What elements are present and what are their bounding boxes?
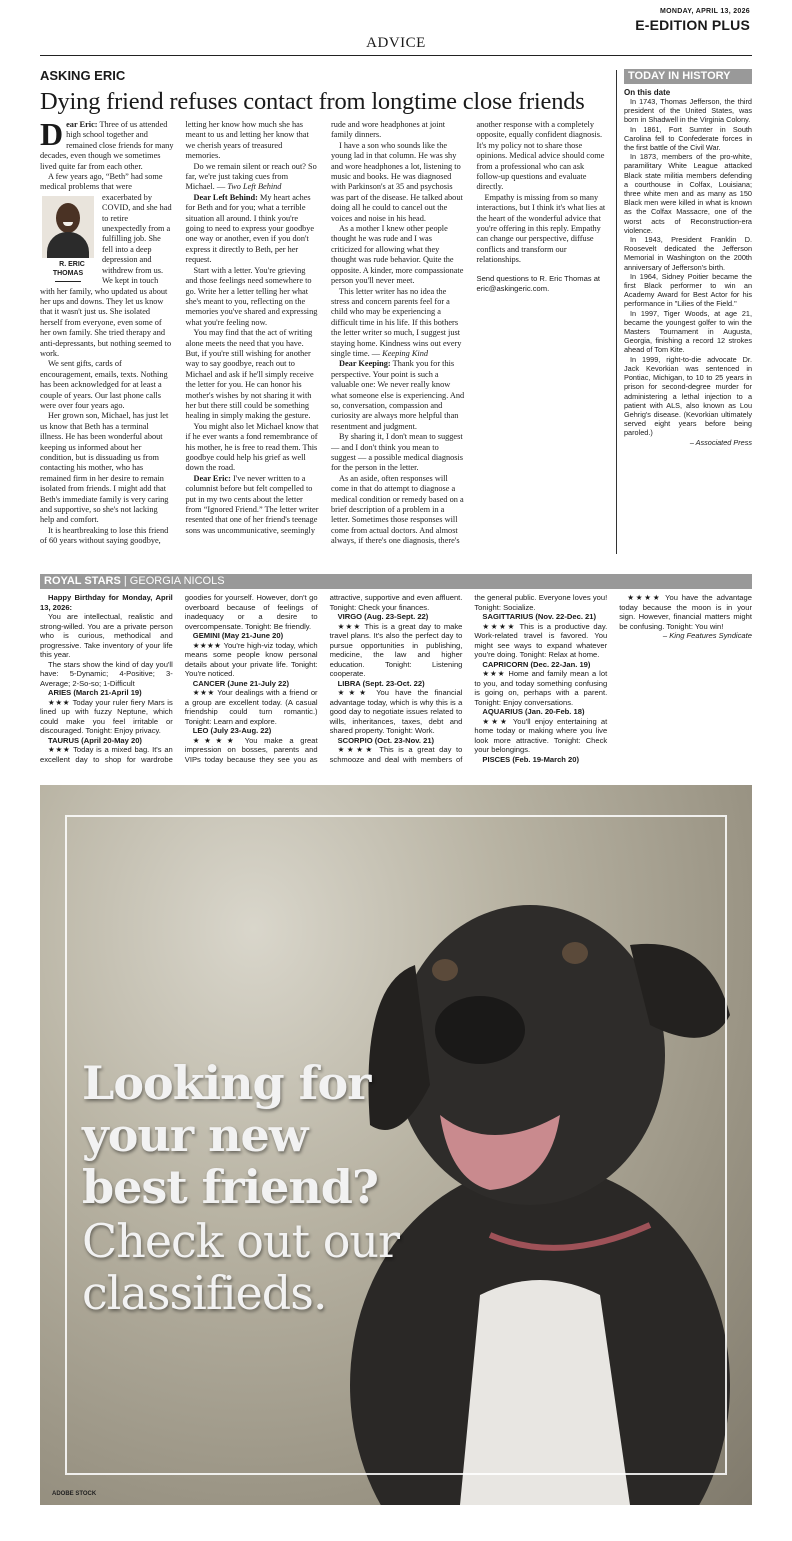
royal-stars-title: ROYAL STARS <box>44 575 121 587</box>
author-box <box>40 196 96 282</box>
sign-text: ★★★ You have the financial advantage today, which is why this is a good day to negotiate issues related to wills, inheritances, taxes, debt and shared property. Tonight: Work. <box>329 688 463 735</box>
sign-text: ★★★ Your dealings with a friend or a group are excellent today. (A casual friendship could turn romantic.) Tonight: Learn and explore. <box>184 688 318 726</box>
author-photo <box>42 196 94 258</box>
sign-text: ★★★ Today is a mixed bag. It's an excellent day to shop for wardrobe goodies for yourself. However, don't go overboard because of feelings of inadequacy or a desire to overcompensate. Tonight: Be friendly. <box>40 593 318 764</box>
ad-photo-credit: ADOBE STOCK <box>52 1491 97 1497</box>
column-divider <box>616 70 617 554</box>
birthday-heading: Happy Birthday for Monday, April 13, 2026: <box>40 593 173 612</box>
history-item: In 1999, right-to-die advocate Dr. Jack Kevorkian was sentenced in Pontiac, Michigan, to 10 to 25 years in prison for second-degree murder for administering a lethal injection to a patient with ALS, also known as Lou Gehrig's disease. (Kevorkian ultimately served eight years before being paroled.) <box>624 354 752 438</box>
sign-name: LIBRA (Sept. 23-Oct. 22) <box>337 678 425 688</box>
star-legend: The stars show the kind of day you'll have: 5-Dynamic; 4-Positive; 3-Average; 2-So-so; 1-Difficult <box>40 659 173 688</box>
birthday-text: You are intellectual, realistic and strong-willed. You are a private person who is curious, methodical and progressive. Take inventory of your life this year. <box>40 612 173 659</box>
masthead-edition: E-EDITION PLUS <box>635 17 750 33</box>
sign-text: ★★★★ This is a productive day. Work-related travel is favored. You might see ways to expand whatever you're doing. Tonight: Relax at home. <box>474 621 608 659</box>
advice-article: Dear Eric: Three of us attended high school together and remained close friends for many decades, even though we sometimes lived quite far from each other. A few years ago, “Beth” had some medical problems that R. ERIC THOMAS were exacerbated by COVID, and she had to retire unexpectedly from a fulfilling job. She fell into a deep depression and withdrew from us. We kept in touch with her family, who updated us about her ups and downs. They let us know that it wasn't just us. She isolated herself from everyone, even some of her own family. She tried therapy and anti-depressants, but nothing seemed to work. We sent gifts, cards of encouragement, emails, texts. Nothing has been acknowledged for at least a couple of years. Our last phone calls were over four years ago. Her grown son, Michael, has just let us know that Beth has a terminal illness. He has been wonderful about keeping us informed about her condition, but is dissuading us from contacting his mother, who has remained firm in her desire to remain isolated from friends. I might add that Beth's immediate family is very caring and supportive, so she's not lacking help and comfort. It is heartbreaking to lose this friend of 60 years without saying goodbye, letting her know how much she has meant to us and letting her know that we cherish years of treasured memories. Do we remain silent or reach out? So far, we're just taking cues from Michael. — Two Left Behind Dear Left Behind: My heart aches for Beth and for you; what a terrible situation all around. I think you're going to need to express your goodbye one way or another, even if you don't express it directly to Beth, per her request. Start with a letter. You're grieving and those feelings need somewhere to go. Write her a letter telling her what she's meant to you, reflecting on the memories you've shared and expressing what you're feeling now. You may find that the act of writing alone meets the need that you have. But, if you're still wishing for another way to say goodbye, reach out to Michael and ask if he'll simply receive the letter for you. He can honor his mother's wishes by not sharing it with her but there still could be something healing in simply making the gesture. You might also let Michael know that if he ever wants a fond remembrance of his mother, he is free to read them. This goodbye could help his grief as well down the road. Dear Eric: I've never written to a columnist before but felt compelled to put in my two cents about the letter from “Ignored Friend.” The letter writer resented that one of her friend's teenage sons was uncommunicative, seemingly rude and wore headphones at joint family dinners. I have a son who sounds like the young lad in that column. He was shy and wore headphones a lot, listening to music and books. He was diagnosed with Parkinson's at 35 and psychosis was part of the disease. He talked about doing all he could to cancel out the voices and noise in his head. As a mother I knew other people thought he was rude and I was criticized for allowing what they thought was rude behavior. Quite the opposite. A kinder, more compassionate person you'll never meet. This letter writer has no idea the stress and concern parents feel for a child who may be experiencing a difficult time in his life. If this bothers the letter writer so much, I suggest just staying home. Kindness wins out every single time. — Keeping Kind Dear Keeping: Thank you for this perspective. Your point is such a valuable one: We never really know what someone else is experiencing. And so, conversation, compassion and curiosity are always more helpful than resentment and judgment. By sharing it, I don't mean to suggest — and I don't think you mean to suggest — a possible medical diagnosis for the person in the letter. As an aside, often responses will come in that do attempt to diagnose a medical condition or remedy based on a brief description of a problem in a letter. Sometimes those responses will come from actual doctors. And almost always, if there's one diagnosis, there's another response with a completely opposite, equally confident diagnosis. It's my policy not to share those opinions. Medical advice should come from a professional who can ask follow-up questions and evaluate directly. Empathy is missing from so many interactions, but I think it's what lies at the heart of the wonderful advice that you're offering in this reply. Empathy can change our perspective, diffuse conflicts and transform our relationships. Send questions to R. Eric Thomas at eric@askingeric.com. <box>40 120 610 556</box>
sign-name: SCORPIO (Oct. 23-Nov. 21) <box>337 735 435 745</box>
sign-name: PISCES (Feb. 19-March 20) <box>482 754 580 764</box>
history-item: In 1943, President Franklin D. Roosevelt dedicated the Jefferson Memorial in Washington on the 200th anniversary of Jefferson's birth. <box>624 235 752 272</box>
column-contact: Send questions to R. Eric Thomas at eric@askingeric.com. <box>476 273 601 294</box>
headline: Dying friend refuses contact from longtime close friends <box>40 88 585 115</box>
author-name: R. ERIC THOMAS <box>52 260 85 277</box>
sign-name: TAURUS (April 20-May 20) <box>48 735 142 745</box>
sign-text: ★★★ Home and family mean a lot to you, and today something confusing is going on, perhaps with a parent. Tonight: Enjoy conversations. <box>474 669 608 707</box>
sign-name: GEMINI (May 21-June 20) <box>192 631 284 640</box>
sign-text: ★★★ This is a great day to make travel plans. It's also the perfect day to pursue opportunities in publishing, medicine, the law and higher education. Tonight: Listening cooperate. <box>329 621 463 678</box>
sign-name: SAGITTARIUS (Nov. 22-Dec. 21) <box>482 612 597 621</box>
royal-stars-bar: ROYAL STARS | GEORGIA NICOLS <box>40 574 752 589</box>
sign-name: ARIES (March 21-April 19) <box>48 688 142 697</box>
sign-text: ★★★ You'll enjoy entertaining at home today or making where you live look more attractive. Tonight: Check your belongings. <box>474 716 608 754</box>
sign-name: LEO (July 23-Aug. 22) <box>192 726 272 735</box>
ad-line-2: Check out our classifieds. <box>82 1214 400 1320</box>
history-item: In 1743, Thomas Jefferson, the third president of the United States, was born in Shadwell in the Virginia Colony. <box>624 97 752 125</box>
sign-name: AQUARIUS (Jan. 20-Feb. 18) <box>482 707 585 716</box>
history-item: In 1997, Tiger Woods, at age 21, became the youngest golfer to win the Masters Tournament in Augusta, Georgia, finishing a record 12 strokes ahead of Tom Kite. <box>624 308 752 355</box>
ad-headline <box>82 1057 412 1319</box>
history-list <box>624 97 752 438</box>
column-kicker: ASKING ERIC <box>40 68 126 83</box>
history-item: In 1873, members of the pro-white, paramilitary White League attacked Black state militia members defending a courthouse in Colfax, Louisiana; three white men and as many as 150 Black men were killed in what is known as the Colfax Massacre, one of the worst acts of Reconstruction-era violence. <box>624 152 752 235</box>
section-name: ADVICE <box>366 35 426 51</box>
classifieds-ad[interactable] <box>40 785 752 1505</box>
sign-text: ★★★★ You make a great impression on bosses, parents and VIPs today because they see you as attractive, supportive and even affluent. Tonight: Check your finances. <box>184 593 463 764</box>
sign-text: ★★★★ You're high-viz today, which means some people know personal details about your private life. Tonight: You're noticed. <box>184 640 318 678</box>
history-credit: – Associated Press <box>689 437 752 447</box>
royal-stars-byline: GEORGIA NICOLS <box>129 575 225 587</box>
section-rule <box>40 55 752 56</box>
masthead-date: MONDAY, APRIL 13, 2026 <box>660 8 750 15</box>
history-title: TODAY IN HISTORY <box>624 69 752 84</box>
sign-name: CANCER (June 21-July 22) <box>192 678 290 688</box>
history-subtitle: On this date <box>624 88 671 97</box>
sign-name: VIRGO (Aug. 23-Sept. 22) <box>337 612 429 621</box>
sign-text: ★★★ Today your ruler fiery Mars is lined up with fuzzy Neptune, which could make you feel irritable or discouraged. Tonight: Enjoy privacy. <box>40 697 173 735</box>
horoscope <box>40 593 752 768</box>
today-in-history <box>624 69 752 447</box>
sign-text: ★★★★ You have the advantage today because the moon is in your sign. However, financial matters might be confusing. Tonight: You win! <box>619 593 752 631</box>
sign-text: ★★★★ This is a great day to schmooze and deal with members of the general public. Everyone loves you! Tonight: Socialize. <box>329 593 608 764</box>
horoscope-credit: – King Features Syndicate <box>662 631 752 640</box>
sign-name: CAPRICORN (Dec. 22-Jan. 19) <box>482 659 591 669</box>
history-item: In 1964, Sidney Poitier became the first Black performer to win an Academy Award for Best Actor for his performance in "Lilies of the Field." <box>624 271 752 309</box>
history-item: In 1861, Fort Sumter in South Carolina fell to Confederate forces in the first battle of the Civil War. <box>624 124 752 153</box>
ad-line-1: Looking for your new best friend? <box>82 1056 378 1214</box>
